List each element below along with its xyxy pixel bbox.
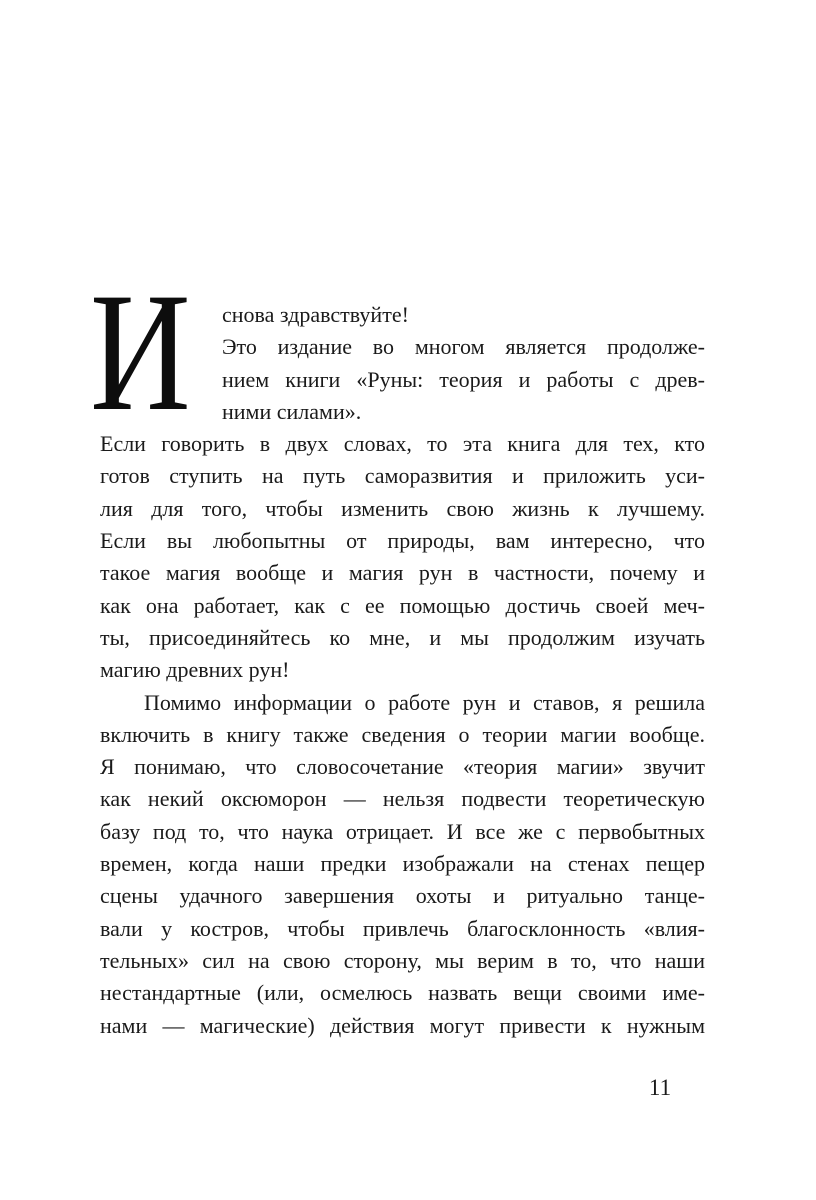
text-line: Если говорить в двух словах, то эта книга для тех, кто [100, 431, 705, 457]
text-line: лия для того, чтобы изменить свою жизнь к лучшему. [100, 495, 705, 521]
text-line: вали у костров, чтобы привлечь благосклонность «влия- [100, 915, 705, 941]
text-line: снова здравствуйте! [222, 302, 409, 327]
page-number: 11 [648, 1075, 672, 1100]
text-line: ними силами». [222, 398, 362, 424]
text-line: базу под то, что наука отрицает. И все же с первобытных [100, 818, 705, 844]
text-line: сцены удачного завершения охоты и ритуально танце- [100, 883, 705, 909]
body-text [90, 258, 705, 1042]
text-line: магию древних рун! [100, 657, 290, 683]
text-line: Я понимаю, что словосочетание «теория магии» звучит [100, 754, 705, 780]
text-line: Если вы любопытны от природы, вам интересно, что [100, 528, 705, 554]
text-line: нием книги «Руны: теория и работы с древ- [222, 366, 705, 392]
text-line: нестандартные (или, осмелюсь назвать вещи своими име- [100, 980, 705, 1006]
text-line: Это издание во многом является продолже- [222, 334, 705, 360]
text-line: готов ступить на путь саморазвития и приложить уси- [100, 463, 705, 489]
text-line: нами — магические) действия могут привести к нужным [100, 1012, 705, 1038]
text-line: включить в книгу также сведения о теории магии вообще. [100, 721, 705, 747]
drop-cap-letter: И [90, 258, 191, 446]
text-line: тельных» сил на свою сторону, мы верим в то, что наши [100, 947, 705, 973]
text-line: ты, присоединяйтесь ко мне, и мы продолжим изучать [100, 624, 705, 650]
text-line: Помимо информации о работе рун и ставов, я решила [144, 689, 705, 715]
text-line: как она работает, как с ее помощью достичь своей меч- [100, 592, 705, 618]
text-line: такое магия вообще и магия рун в частности, почему и [100, 560, 705, 586]
text-line: как некий оксюморон — нельзя подвести теоретическую [100, 786, 705, 812]
text-line: времен, когда наши предки изображали на стенах пещер [100, 851, 705, 877]
